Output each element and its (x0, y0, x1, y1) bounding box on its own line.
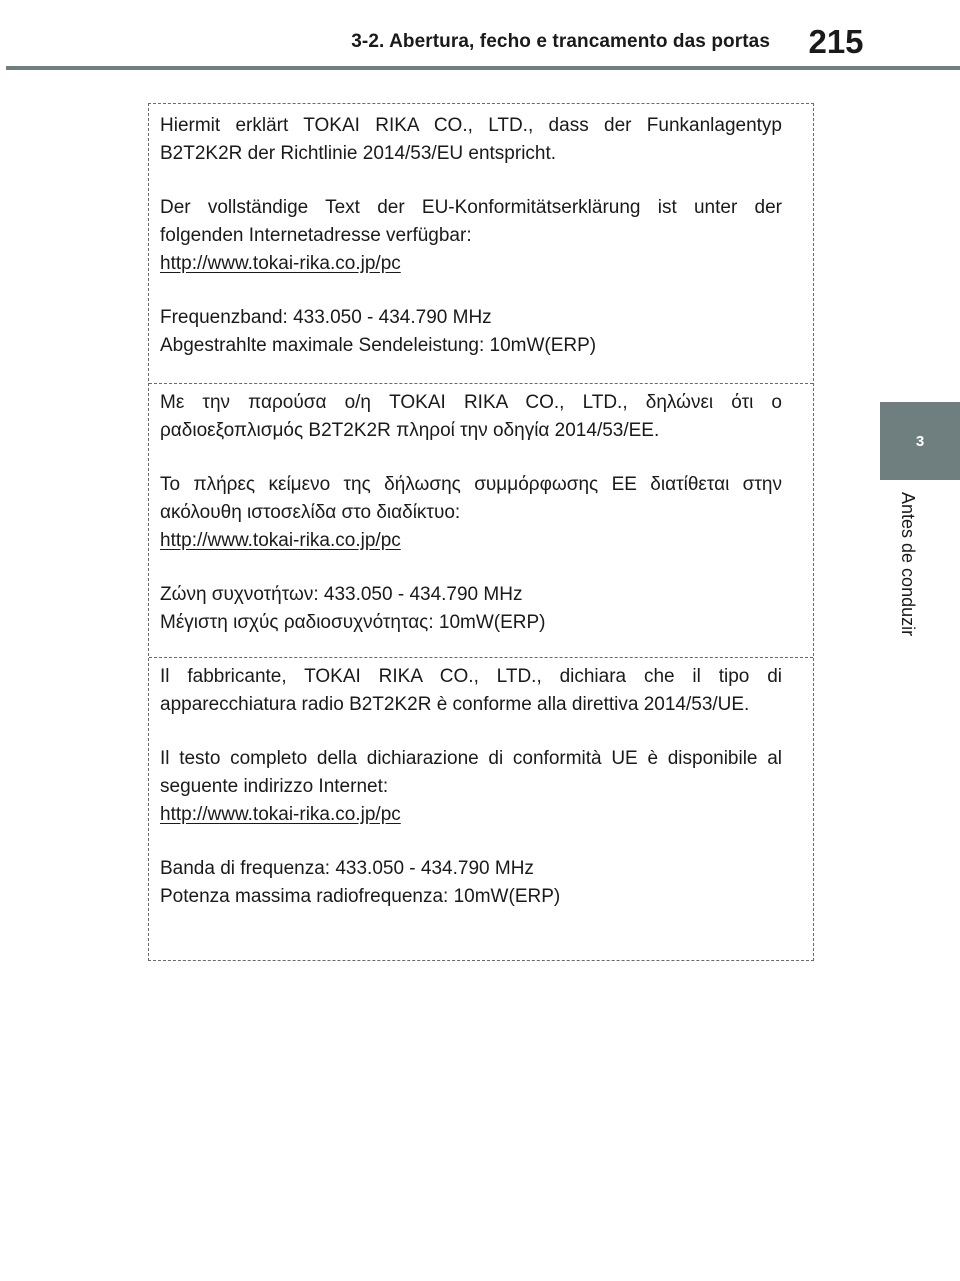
frequency-band-text: Frequenzband: 433.050 - 434.790 MHz (160, 307, 492, 328)
chapter-label: Antes de conduzir (898, 492, 918, 637)
spacer (160, 445, 782, 471)
chapter-tab[interactable] (880, 402, 960, 480)
conformity-text-intro: Der vollständige Text der EU-Konformitätserklärung ist unter der folgenden Internetadresse verfügbar: (160, 197, 782, 246)
conformity-url-link[interactable]: http://www.tokai-rika.co.jp/pc (160, 804, 401, 825)
declaration-section-greek (149, 383, 813, 637)
max-power-text: Μέγιστη ισχύς ραδιοσυχνότητας: 10mW(ERP) (160, 612, 546, 633)
spacer (160, 278, 782, 304)
max-power-text: Abgestrahlte maximale Sendeleistung: 10mW(ERP) (160, 335, 597, 356)
conformity-url-link[interactable]: http://www.tokai-rika.co.jp/pc (160, 253, 401, 274)
spacer (160, 555, 782, 581)
conformity-text-intro: Il testo completo della dichiarazione di conformità UE è disponibile al seguente indirizzo Internet: (160, 748, 782, 797)
conformity-url-link[interactable]: http://www.tokai-rika.co.jp/pc (160, 530, 401, 551)
declaration-text: Με την παρούσα ο/η TOKAI RIKA CO., LTD., δηλώνει ότι ο ραδιοεξοπλισμός B2T2K2R πληροί την οδηγία 2014/53/ΕΕ. (160, 392, 782, 441)
declaration-text: Hiermit erklärt TOKAI RIKA CO., LTD., dass der Funkanlagentyp B2T2K2R der Richtlinie 2014/53/EU entspricht. (160, 115, 782, 164)
declaration-section-german (149, 112, 813, 360)
spacer (160, 829, 782, 855)
declaration-text: Il fabbricante, TOKAI RIKA CO., LTD., dichiara che il tipo di apparecchiatura radio B2T2K2R è conforme alla direttiva 2014/53/UE. (160, 666, 782, 715)
spacer (160, 719, 782, 745)
spacer (160, 168, 782, 194)
max-power-text: Potenza massima radiofrequenza: 10mW(ERP) (160, 886, 561, 907)
chapter-number: 3 (915, 432, 925, 450)
declaration-box (148, 103, 814, 961)
page-number: 215 (808, 23, 864, 60)
declaration-section-italian (149, 657, 813, 911)
frequency-band-text: Ζώνη συχνοτήτων: 433.050 - 434.790 MHz (160, 584, 523, 605)
conformity-text-intro: Το πλήρες κείμενο της δήλωσης συμμόρφωσης ΕΕ διατίθεται στην ακόλουθη ιστοσελίδα στο διαδίκτυο: (160, 474, 782, 523)
section-header-title: 3-2. Abertura, fecho e trancamento das portas (351, 31, 770, 52)
frequency-band-text: Banda di frequenza: 433.050 - 434.790 MHz (160, 858, 534, 879)
header-rule (6, 66, 960, 70)
